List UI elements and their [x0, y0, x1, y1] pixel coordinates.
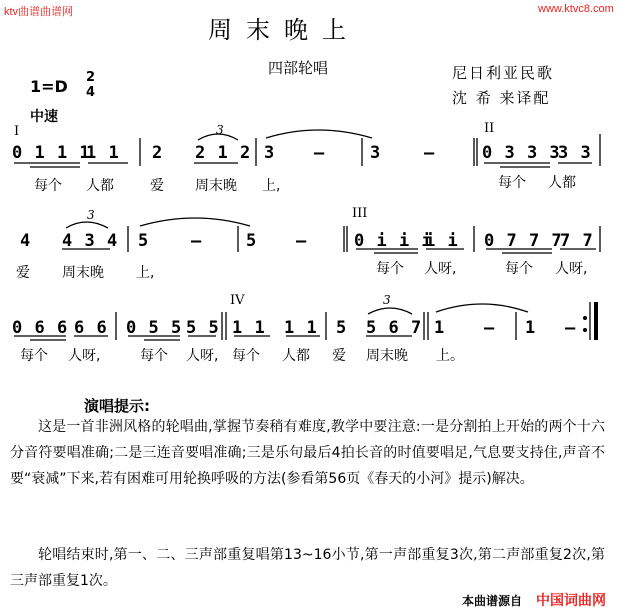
- note-group: 4 3 4: [62, 231, 119, 251]
- subtitle: 四部轮唱: [268, 59, 329, 77]
- note-group: 1: [434, 318, 446, 338]
- note-group: 6 6: [74, 318, 108, 338]
- note-group: 5 5: [186, 318, 220, 338]
- triplet-slur: [198, 134, 238, 140]
- repeat-dot: [583, 328, 587, 332]
- note-group: 3: [264, 143, 276, 163]
- lyric: 每个: [505, 261, 533, 277]
- note-group: 1 1: [86, 143, 120, 163]
- lyric: 人呀,: [555, 261, 588, 277]
- lyric: 每个: [376, 261, 404, 277]
- watermark-right: www.ktvc8.com: [538, 3, 614, 15]
- note-group: 5: [336, 318, 348, 338]
- note-group: 3: [370, 143, 382, 163]
- lyric: 人呀,: [186, 348, 219, 364]
- lyric: 上。: [436, 348, 464, 364]
- lyric: 每个: [20, 348, 48, 364]
- part-mark-4: IV: [230, 293, 245, 308]
- note-group: 3 3: [558, 143, 592, 163]
- lyric: 爱: [16, 265, 30, 281]
- lyric: 人都: [282, 348, 310, 364]
- final-bar-thick: [594, 302, 598, 340]
- lyric: 每个: [232, 348, 260, 364]
- note-group: 1 1: [232, 318, 266, 338]
- lyric: 人呀,: [424, 261, 457, 277]
- note-group: –: [191, 231, 203, 251]
- lyric: 上,: [136, 265, 155, 281]
- lyric: 人都: [86, 178, 114, 194]
- tempo-mark: 中速: [30, 109, 58, 125]
- lyric: 每个: [34, 178, 62, 194]
- note-group: 0 i i i: [354, 231, 433, 251]
- repeat-dot: [583, 316, 587, 320]
- note-group: 0 5 5: [126, 318, 183, 338]
- note-group: –: [484, 318, 496, 338]
- note-group: 1 1: [284, 318, 318, 338]
- time-sig-bottom: 4: [86, 85, 96, 100]
- source-label: 本曲谱源自: [462, 594, 523, 608]
- note-group: –: [314, 143, 326, 163]
- tie: [266, 130, 372, 138]
- note-group: 0 7 7 7: [484, 231, 563, 251]
- tips-paragraph-2: 轮唱结束时,第一、二、三声部重复唱第13~16小节,第一声部重复3次,第二声部重复2次,第三声部重复1次。: [10, 547, 605, 589]
- note-group: 2: [152, 143, 164, 163]
- arranger-credit: 沈 希 来译配: [452, 89, 551, 107]
- tips-paragraph-1: 这是一首非洲风格的轮唱曲,掌握节奏稍有难度,教学中要注意:一是分割拍上开始的两个十六分音符要唱准确;二是三连音要唱准确;三是乐句最后4拍长音的时值要唱足,气息要支持住,声音不要“衰减”下来,若有困难可用轮换呼吸的方法(参看第56页《春天的小河》提示)解决。: [10, 419, 605, 487]
- note-group: 0 6 6: [12, 318, 69, 338]
- note-group: 4: [20, 231, 32, 251]
- lyric: 人都: [548, 175, 576, 191]
- note-group: 7 7: [560, 231, 594, 251]
- source-brand[interactable]: 中国词曲网: [536, 593, 606, 609]
- note-group: 5: [246, 231, 258, 251]
- lyric: 爱: [150, 178, 164, 194]
- lyric: 周末晚: [366, 348, 408, 364]
- note-group: i i: [425, 231, 459, 251]
- part-mark-1: I: [14, 124, 20, 139]
- tie: [436, 304, 528, 312]
- triplet-mark: 3: [383, 293, 391, 307]
- note-group: 0 1 1 1: [12, 143, 91, 163]
- lyric: 周末晚: [195, 178, 237, 194]
- lyric: 上,: [262, 178, 281, 194]
- lyric: 爱: [332, 348, 346, 364]
- tie: [140, 218, 250, 226]
- lyric: 人呀,: [68, 348, 101, 364]
- watermark-left: ktv曲谱曲谱网: [4, 6, 74, 18]
- triplet-mark: 3: [87, 208, 95, 222]
- note-group: –: [424, 143, 436, 163]
- note-group: –: [565, 318, 577, 338]
- part-mark-3: III: [352, 206, 368, 221]
- song-title: 周末晚上: [208, 16, 360, 44]
- part-mark-2: II: [484, 121, 495, 136]
- key-signature: 1=D: [30, 77, 68, 96]
- tips-heading: 演唱提示:: [84, 397, 150, 415]
- triplet-slur: [66, 222, 108, 228]
- note-group: 5: [138, 231, 150, 251]
- lyric: 每个: [498, 175, 526, 191]
- time-sig-top: 2: [86, 70, 96, 85]
- note-group: 5 6 7: [366, 318, 423, 338]
- triplet-mark: 3: [216, 123, 224, 137]
- note-group: 1: [525, 318, 537, 338]
- triplet-slur: [368, 308, 412, 314]
- origin-credit: 尼日利亚民歌: [452, 64, 555, 82]
- note-group: –: [296, 231, 308, 251]
- lyric: 周末晚: [62, 265, 104, 281]
- note-group: 2 1 2: [195, 143, 252, 163]
- lyric: 每个: [140, 348, 168, 364]
- note-group: 0 3 3 3: [482, 143, 561, 163]
